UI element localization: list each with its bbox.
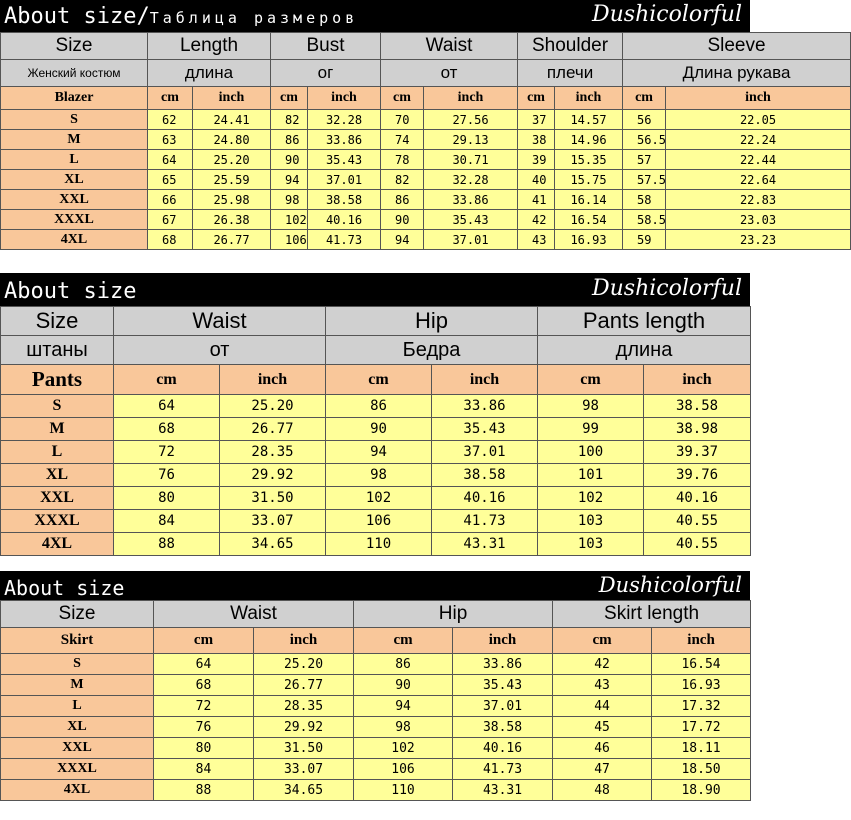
size-label: XL xyxy=(1,464,114,487)
measurement-cell: 35.43 xyxy=(453,675,553,696)
header-row-ru xyxy=(1,336,751,365)
skirt-size-section xyxy=(0,571,750,801)
measurement-cell: 25.98 xyxy=(193,190,271,210)
measurement-cell: 65 xyxy=(148,170,193,190)
column-header-ru: штаны xyxy=(1,336,114,365)
skirt-title: About size xyxy=(4,576,125,600)
measurement-cell: 15.75 xyxy=(555,170,623,190)
measurement-cell: 34.65 xyxy=(254,780,354,801)
skirt-size-table xyxy=(0,600,751,801)
measurement-cell: 103 xyxy=(538,510,644,533)
header-row-ru xyxy=(1,60,851,87)
measurement-cell: 88 xyxy=(114,533,220,556)
measurement-cell: 22.64 xyxy=(666,170,851,190)
measurement-cell: 16.93 xyxy=(555,230,623,250)
measurement-cell: 31.50 xyxy=(220,487,326,510)
measurement-cell: 44 xyxy=(553,696,652,717)
measurement-cell: 25.20 xyxy=(254,654,354,675)
measurement-cell: 38 xyxy=(518,130,555,150)
measurement-cell: 101 xyxy=(538,464,644,487)
skirt-brand-logo: Dushicolorful xyxy=(598,573,742,597)
table-row xyxy=(1,110,851,130)
size-label: XXL xyxy=(1,487,114,510)
table-row xyxy=(1,395,751,418)
unit-label: cm xyxy=(553,628,652,654)
blazer-title-ru: Таблица размеров xyxy=(149,9,359,27)
column-header: Shoulder xyxy=(518,33,623,60)
measurement-cell: 68 xyxy=(148,230,193,250)
measurement-cell: 94 xyxy=(326,441,432,464)
size-label: M xyxy=(1,418,114,441)
measurement-cell: 30.71 xyxy=(424,150,518,170)
measurement-cell: 110 xyxy=(326,533,432,556)
measurement-cell: 33.86 xyxy=(424,190,518,210)
measurement-cell: 86 xyxy=(271,130,308,150)
measurement-cell: 80 xyxy=(114,487,220,510)
size-label: S xyxy=(1,110,148,130)
measurement-cell: 56 xyxy=(623,110,666,130)
column-header: Skirt length xyxy=(553,601,751,628)
measurement-cell: 84 xyxy=(114,510,220,533)
measurement-cell: 25.20 xyxy=(220,395,326,418)
measurement-cell: 24.41 xyxy=(193,110,271,130)
pants-title: About size xyxy=(4,279,137,304)
pants-title-bar xyxy=(0,273,750,306)
column-header: Pants length xyxy=(538,307,751,336)
unit-label: inch xyxy=(432,365,538,395)
measurement-cell: 74 xyxy=(381,130,424,150)
measurement-cell: 70 xyxy=(381,110,424,130)
column-header-ru: длина xyxy=(148,60,271,87)
header-row xyxy=(1,33,851,60)
table-row xyxy=(1,533,751,556)
measurement-cell: 32.28 xyxy=(424,170,518,190)
table-row xyxy=(1,441,751,464)
table-row xyxy=(1,487,751,510)
unit-label: inch xyxy=(254,628,354,654)
measurement-cell: 35.43 xyxy=(424,210,518,230)
measurement-cell: 67 xyxy=(148,210,193,230)
measurement-cell: 37.01 xyxy=(308,170,381,190)
measurement-cell: 106 xyxy=(271,230,308,250)
unit-label: cm xyxy=(114,365,220,395)
measurement-cell: 100 xyxy=(538,441,644,464)
measurement-cell: 22.05 xyxy=(666,110,851,130)
unit-label: cm xyxy=(148,87,193,110)
measurement-cell: 72 xyxy=(154,696,254,717)
column-header: Waist xyxy=(114,307,326,336)
table-row xyxy=(1,738,751,759)
size-label: S xyxy=(1,654,154,675)
measurement-cell: 82 xyxy=(381,170,424,190)
column-header: Sleeve xyxy=(623,33,851,60)
measurement-cell: 29.92 xyxy=(254,717,354,738)
measurement-cell: 90 xyxy=(381,210,424,230)
measurement-cell: 40.16 xyxy=(453,738,553,759)
blazer-size-table xyxy=(0,32,851,250)
column-header: Waist xyxy=(381,33,518,60)
measurement-cell: 90 xyxy=(326,418,432,441)
column-header: Size xyxy=(1,33,148,60)
category-label: Skirt xyxy=(1,628,154,654)
measurement-cell: 17.32 xyxy=(652,696,751,717)
measurement-cell: 86 xyxy=(326,395,432,418)
table-row xyxy=(1,210,851,230)
measurement-cell: 18.50 xyxy=(652,759,751,780)
measurement-cell: 98 xyxy=(538,395,644,418)
column-header-ru: длина xyxy=(538,336,751,365)
measurement-cell: 110 xyxy=(354,780,453,801)
measurement-cell: 90 xyxy=(271,150,308,170)
size-label: XXL xyxy=(1,190,148,210)
measurement-cell: 28.35 xyxy=(254,696,354,717)
measurement-cell: 106 xyxy=(326,510,432,533)
measurement-cell: 88 xyxy=(154,780,254,801)
measurement-cell: 103 xyxy=(538,533,644,556)
measurement-cell: 14.57 xyxy=(555,110,623,130)
measurement-cell: 25.59 xyxy=(193,170,271,190)
measurement-cell: 39.37 xyxy=(644,441,751,464)
table-row xyxy=(1,418,751,441)
measurement-cell: 102 xyxy=(354,738,453,759)
measurement-cell: 102 xyxy=(271,210,308,230)
measurement-cell: 98 xyxy=(354,717,453,738)
size-label: XXXL xyxy=(1,759,154,780)
measurement-cell: 98 xyxy=(271,190,308,210)
measurement-cell: 98 xyxy=(326,464,432,487)
size-label: XXXL xyxy=(1,510,114,533)
unit-label: inch xyxy=(193,87,271,110)
table-row xyxy=(1,675,751,696)
size-label: XL xyxy=(1,717,154,738)
measurement-cell: 43 xyxy=(518,230,555,250)
unit-label: cm xyxy=(326,365,432,395)
measurement-cell: 48 xyxy=(553,780,652,801)
table-row xyxy=(1,130,851,150)
unit-label: inch xyxy=(555,87,623,110)
measurement-cell: 16.54 xyxy=(555,210,623,230)
measurement-cell: 76 xyxy=(154,717,254,738)
measurement-cell: 22.83 xyxy=(666,190,851,210)
unit-label: cm xyxy=(381,87,424,110)
size-label: 4XL xyxy=(1,533,114,556)
measurement-cell: 106 xyxy=(354,759,453,780)
unit-row xyxy=(1,365,751,395)
measurement-cell: 26.77 xyxy=(254,675,354,696)
column-header: Length xyxy=(148,33,271,60)
measurement-cell: 18.90 xyxy=(652,780,751,801)
measurement-cell: 33.07 xyxy=(254,759,354,780)
measurement-cell: 33.86 xyxy=(308,130,381,150)
column-header-ru: от xyxy=(381,60,518,87)
measurement-cell: 35.43 xyxy=(432,418,538,441)
measurement-cell: 58.5 xyxy=(623,210,666,230)
measurement-cell: 43.31 xyxy=(453,780,553,801)
measurement-cell: 41 xyxy=(518,190,555,210)
size-label: 4XL xyxy=(1,780,154,801)
measurement-cell: 34.65 xyxy=(220,533,326,556)
measurement-cell: 27.56 xyxy=(424,110,518,130)
size-label: L xyxy=(1,150,148,170)
measurement-cell: 43.31 xyxy=(432,533,538,556)
measurement-cell: 29.92 xyxy=(220,464,326,487)
table-row xyxy=(1,759,751,780)
measurement-cell: 94 xyxy=(271,170,308,190)
measurement-cell: 84 xyxy=(154,759,254,780)
size-label: M xyxy=(1,675,154,696)
measurement-cell: 33.86 xyxy=(432,395,538,418)
measurement-cell: 41.73 xyxy=(308,230,381,250)
unit-label: inch xyxy=(424,87,518,110)
unit-label: cm xyxy=(623,87,666,110)
table-row xyxy=(1,190,851,210)
skirt-title-bar xyxy=(0,571,750,600)
measurement-cell: 38.98 xyxy=(644,418,751,441)
measurement-cell: 29.13 xyxy=(424,130,518,150)
measurement-cell: 40.55 xyxy=(644,510,751,533)
category-label: Blazer xyxy=(1,87,148,110)
measurement-cell: 42 xyxy=(518,210,555,230)
measurement-cell: 24.80 xyxy=(193,130,271,150)
measurement-cell: 86 xyxy=(381,190,424,210)
measurement-cell: 37.01 xyxy=(453,696,553,717)
measurement-cell: 59 xyxy=(623,230,666,250)
measurement-cell: 41.73 xyxy=(453,759,553,780)
measurement-cell: 38.58 xyxy=(432,464,538,487)
measurement-cell: 18.11 xyxy=(652,738,751,759)
column-header-ru: Женский костюм xyxy=(1,60,148,87)
measurement-cell: 23.03 xyxy=(666,210,851,230)
column-header: Hip xyxy=(326,307,538,336)
header-row xyxy=(1,601,751,628)
table-row xyxy=(1,717,751,738)
measurement-cell: 40.16 xyxy=(308,210,381,230)
measurement-cell: 23.23 xyxy=(666,230,851,250)
measurement-cell: 14.96 xyxy=(555,130,623,150)
unit-label: inch xyxy=(308,87,381,110)
table-row xyxy=(1,510,751,533)
pants-size-section xyxy=(0,273,750,556)
column-header-ru: Длина рукава xyxy=(623,60,851,87)
measurement-cell: 35.43 xyxy=(308,150,381,170)
measurement-cell: 41.73 xyxy=(432,510,538,533)
measurement-cell: 62 xyxy=(148,110,193,130)
measurement-cell: 45 xyxy=(553,717,652,738)
column-header: Size xyxy=(1,307,114,336)
table-row xyxy=(1,780,751,801)
measurement-cell: 43 xyxy=(553,675,652,696)
unit-label: cm xyxy=(354,628,453,654)
measurement-cell: 39.76 xyxy=(644,464,751,487)
measurement-cell: 58 xyxy=(623,190,666,210)
column-header: Bust xyxy=(271,33,381,60)
size-label: XXXL xyxy=(1,210,148,230)
measurement-cell: 33.86 xyxy=(453,654,553,675)
measurement-cell: 38.58 xyxy=(644,395,751,418)
pants-size-table xyxy=(0,306,751,556)
measurement-cell: 22.24 xyxy=(666,130,851,150)
measurement-cell: 31.50 xyxy=(254,738,354,759)
measurement-cell: 64 xyxy=(114,395,220,418)
table-row xyxy=(1,150,851,170)
measurement-cell: 68 xyxy=(154,675,254,696)
measurement-cell: 16.93 xyxy=(652,675,751,696)
header-row xyxy=(1,307,751,336)
measurement-cell: 46 xyxy=(553,738,652,759)
unit-row xyxy=(1,628,751,654)
unit-label: cm xyxy=(271,87,308,110)
measurement-cell: 94 xyxy=(354,696,453,717)
measurement-cell: 66 xyxy=(148,190,193,210)
table-row xyxy=(1,696,751,717)
unit-label: cm xyxy=(538,365,644,395)
measurement-cell: 37.01 xyxy=(432,441,538,464)
column-header: Size xyxy=(1,601,154,628)
blazer-size-section xyxy=(0,0,791,250)
measurement-cell: 32.28 xyxy=(308,110,381,130)
unit-label: cm xyxy=(518,87,555,110)
size-label: M xyxy=(1,130,148,150)
table-row xyxy=(1,230,851,250)
measurement-cell: 15.35 xyxy=(555,150,623,170)
unit-row xyxy=(1,87,851,110)
measurement-cell: 26.77 xyxy=(220,418,326,441)
size-label: S xyxy=(1,395,114,418)
column-header-ru: ог xyxy=(271,60,381,87)
measurement-cell: 40.16 xyxy=(644,487,751,510)
measurement-cell: 56.5 xyxy=(623,130,666,150)
measurement-cell: 16.14 xyxy=(555,190,623,210)
size-label: XXL xyxy=(1,738,154,759)
blazer-title-en: About size/ xyxy=(4,4,150,29)
measurement-cell: 39 xyxy=(518,150,555,170)
measurement-cell: 37.01 xyxy=(424,230,518,250)
measurement-cell: 38.58 xyxy=(308,190,381,210)
measurement-cell: 37 xyxy=(518,110,555,130)
pants-brand-logo: Dushicolorful xyxy=(591,276,742,301)
size-label: L xyxy=(1,441,114,464)
unit-label: inch xyxy=(666,87,851,110)
unit-label: inch xyxy=(652,628,751,654)
measurement-cell: 47 xyxy=(553,759,652,780)
unit-label: inch xyxy=(644,365,751,395)
column-header: Hip xyxy=(354,601,553,628)
measurement-cell: 72 xyxy=(114,441,220,464)
measurement-cell: 42 xyxy=(553,654,652,675)
measurement-cell: 26.38 xyxy=(193,210,271,230)
measurement-cell: 38.58 xyxy=(453,717,553,738)
unit-label: inch xyxy=(220,365,326,395)
measurement-cell: 64 xyxy=(154,654,254,675)
measurement-cell: 40.55 xyxy=(644,533,751,556)
measurement-cell: 57.5 xyxy=(623,170,666,190)
measurement-cell: 33.07 xyxy=(220,510,326,533)
table-row xyxy=(1,170,851,190)
table-row xyxy=(1,654,751,675)
measurement-cell: 80 xyxy=(154,738,254,759)
measurement-cell: 57 xyxy=(623,150,666,170)
measurement-cell: 102 xyxy=(326,487,432,510)
size-label: XL xyxy=(1,170,148,190)
measurement-cell: 40.16 xyxy=(432,487,538,510)
column-header-ru: плечи xyxy=(518,60,623,87)
measurement-cell: 102 xyxy=(538,487,644,510)
blazer-brand-logo: Dushicolorful xyxy=(591,2,742,27)
size-label: L xyxy=(1,696,154,717)
table-row xyxy=(1,464,751,487)
column-header: Waist xyxy=(154,601,354,628)
measurement-cell: 94 xyxy=(381,230,424,250)
measurement-cell: 64 xyxy=(148,150,193,170)
measurement-cell: 82 xyxy=(271,110,308,130)
measurement-cell: 28.35 xyxy=(220,441,326,464)
measurement-cell: 40 xyxy=(518,170,555,190)
blazer-title xyxy=(4,4,358,29)
category-label: Pants xyxy=(1,365,114,395)
column-header-ru: от xyxy=(114,336,326,365)
measurement-cell: 78 xyxy=(381,150,424,170)
measurement-cell: 17.72 xyxy=(652,717,751,738)
measurement-cell: 25.20 xyxy=(193,150,271,170)
measurement-cell: 99 xyxy=(538,418,644,441)
unit-label: cm xyxy=(154,628,254,654)
measurement-cell: 16.54 xyxy=(652,654,751,675)
measurement-cell: 63 xyxy=(148,130,193,150)
column-header-ru: Бедра xyxy=(326,336,538,365)
measurement-cell: 22.44 xyxy=(666,150,851,170)
measurement-cell: 68 xyxy=(114,418,220,441)
blazer-title-bar xyxy=(0,0,750,32)
unit-label: inch xyxy=(453,628,553,654)
measurement-cell: 26.77 xyxy=(193,230,271,250)
size-label: 4XL xyxy=(1,230,148,250)
measurement-cell: 86 xyxy=(354,654,453,675)
measurement-cell: 76 xyxy=(114,464,220,487)
measurement-cell: 90 xyxy=(354,675,453,696)
